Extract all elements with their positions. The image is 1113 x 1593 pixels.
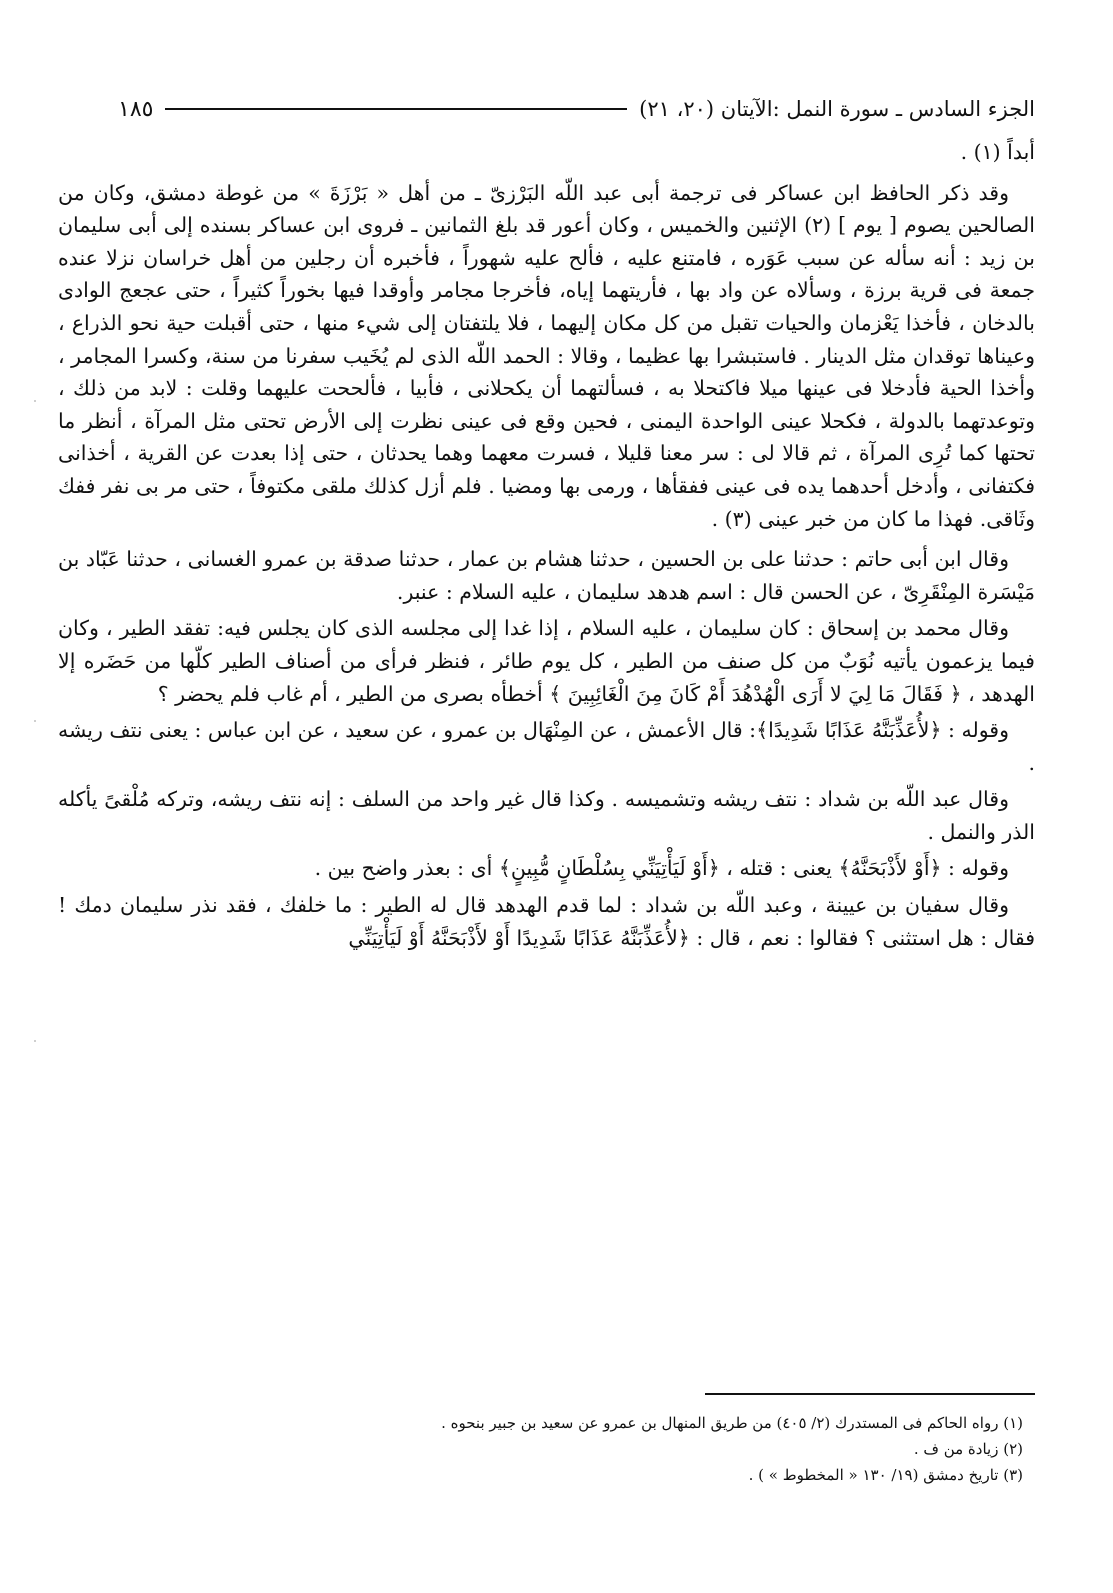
main-text bbox=[58, 136, 1035, 958]
paragraph-ibn-asakir-story: وقد ذكر الحافظ ابن عساكر فى ترجمة أبى عبد اللّه البَرْزىّ ـ من أهل « بَرْزَةَ » من غوطة دمشق، وكان من الصالحين يصوم [ يوم ] (٢) الإثنين والخميس ، وكان أعور قد بلغ الثمانين ـ فروى ابن عساكر بسنده إلى أبى سليمان بن زيد : أنه سأله عن سبب عَوَره ، فامتنع عليه ، فألح عليه شهوراً ، فأخبره أن رجلين من أهل خراسان نزلا عنده جمعة فى قرية برزة ، وسألاه عن واد بها ، فأريتهما إياه، فأخرجا مجامر وأوقدا فيها بخوراً كثيراً ، حتى عجعج الوادى بالدخان ، فأخذا يَعْزمان والحيات تقبل من كل مكان إليهما ، فلا يلتفتان إلى شيء منها ، حتى أقبلت حية نحو الذراع ، وعيناها توقدان مثل الدينار . فاستبشرا بها عظيما ، وقالا : الحمد اللّه الذى لم يُخَيب سفرنا من سنة، وكسرا المجامر ، وأخذا الحية فأدخلا فى عينها ميلا فاكتحلا به ، فسألتهما أن يكحلانى ، فأبيا ، فألححت عليهما وقلت : لابد من ذلك ، وتوعدتهما بالدولة ، فكحلا عينى الواحدة اليمنى ، فحين وقع فى عينى نظرت إلى الأرض تحتى مثل المرآة ، أنظر ما تحتها كما تُرِى المرآة ، ثم قالا لى : سر معنا قليلا ، فسرت معهما وهما يحدثان ، حتى إذا بعدت عن القرية ، أخذانى فكتفانى ، وأدخل أحدهما يده فى عينى ففقأها ، ورمى بها ومضيا . فلم أزل كذلك ملقى مكتوفاً ، حتى مر بى نفر ففك وثَاقى. فهذا ما كان من خبر عينى (٣) . bbox=[58, 180, 1035, 531]
paragraph-ibn-abi-hatim: وقال ابن أبى حاتم : حدثنا على بن الحسين ، حدثنا هشام بن عمار ، حدثنا صدقة بن عمرو الغسانى ، حدثنا عَبّاد بن مَيْسَرة المِنْقَرِىّ ، عن الحسن قال : اسم هدهد سليمان ، عليه السلام : عنبر. bbox=[58, 547, 1035, 604]
footnote-rule bbox=[705, 1393, 1035, 1395]
page-number: ١٨٥ bbox=[118, 96, 154, 122]
header-rule bbox=[165, 108, 627, 110]
paragraph-sufyan-ibn-uyayna: وقال سفيان بن عيينة ، وعبد اللّه بن شداد : لما قدم الهدهد قال له الطير : ما خلفك ، فقد نذر سليمان دمك ! فقال : هل استثنى ؟ فقالوا : نعم ، قال : ﴿لأُعَذِّبَنَّهُ عَذَابًا شَدِيدًا أَوْ لأَذْبَحَنَّهُ أَوْ لَيَأْتِيَنِّي bbox=[58, 893, 1035, 950]
scan-speck bbox=[34, 1040, 36, 1042]
footnote-2: (٢) زيادة من ف . bbox=[913, 1440, 1023, 1458]
paragraph-slaughter-or-proof: وقوله : ﴿أَوْ لأَذْبَحَنَّهُ﴾ يعنى : قتله ، ﴿أَوْ لَيَأْتِيَنِّي بِسُلْطَانٍ مُّبِينٍ﴾ أى : بعذر واضح بين . bbox=[314, 856, 1009, 881]
paragraph-severe-punishment: وقوله : ﴿لأُعَذِّبَنَّهُ عَذَابًا شَدِيدًا﴾: قال الأعمش ، عن المِنْهَال بن عمرو ، عن سعيد ، عن ابن عباس : يعنى نتف ريشه . bbox=[58, 718, 1035, 775]
paragraph-ibn-ishaq: وقال محمد بن إسحاق : كان سليمان ، عليه السلام ، إذا غدا إلى مجلسه الذى كان يجلس فيه: تفقد الطير ، وكان فيما يزعمون يأتيه نُوَبٌ من كل صنف من الطير ، كل يوم طائر ، فنظر فرأى من أصناف الطير كلّها من حَضَره إلا الهدهد ، ﴿ فَقَالَ مَا لِيَ لا أَرَى الْهُدْهُدَ أَمْ كَانَ مِنَ الْغَائِبِينَ ﴾ أخطأه بصرى من الطير ، أم غاب فلم يحضر ؟ bbox=[58, 616, 1035, 706]
running-head-title: الجزء السادس ـ سورة النمل :الآيتان (٢٠، ٢١) bbox=[639, 97, 1035, 121]
footnotes bbox=[58, 1410, 1023, 1488]
footnote-3: (٣) تاريخ دمشق (١٩/ ١٣٠ « المخطوط » ) . bbox=[748, 1466, 1023, 1484]
running-head bbox=[118, 92, 1035, 126]
scan-margin-specks bbox=[0, 0, 56, 1593]
paragraph-abdullah-ibn-shaddad: وقال عبد اللّه بن شداد : نتف ريشه وتشميسه . وكذا قال غير واحد من السلف : إنه نتف ريشه، وتركه مُلْقىً يأكله الذر والنمل . bbox=[58, 787, 1035, 844]
footnote-1: (١) رواه الحاكم فى المستدرك (٢/ ٤٠٥) من طريق المنهال بن عمرو عن سعيد بن جبير بنحوه . bbox=[441, 1414, 1023, 1432]
paragraph-continuation: أبداً (١) . bbox=[960, 140, 1035, 164]
scan-speck bbox=[34, 720, 36, 722]
scan-speck bbox=[34, 400, 36, 402]
